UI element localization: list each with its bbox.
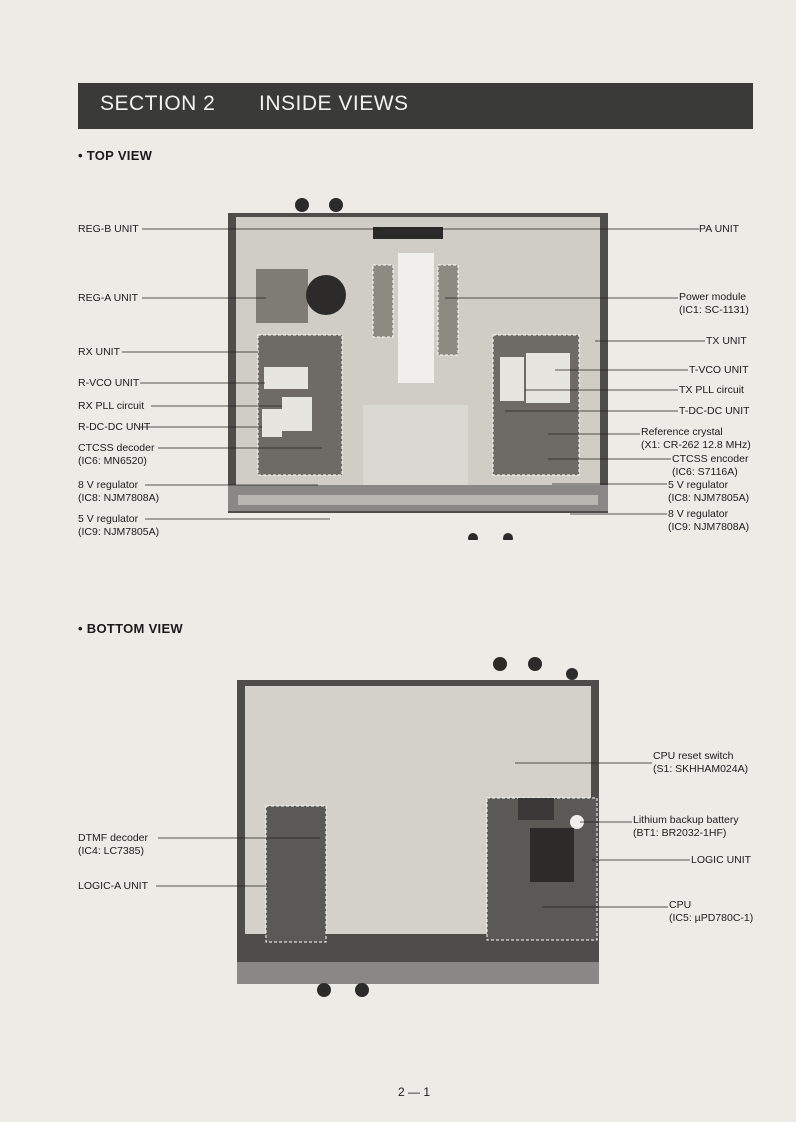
label-t-vco-unit: T-VCO UNIT <box>689 364 749 376</box>
label-line: (IC5: µPD780C-1) <box>669 912 754 924</box>
label-5v-regulator-right <box>668 479 749 505</box>
label-t-dc-dc-unit: T-DC-DC UNIT <box>679 405 750 417</box>
label-tx-unit: TX UNIT <box>706 335 747 347</box>
section-number: SECTION 2 <box>100 92 216 115</box>
label-reg-b-unit: REG-B UNIT <box>78 223 139 235</box>
label-line: (X1: CR-262 12.8 MHz) <box>641 439 751 451</box>
label-r-dc-dc-unit: R-DC-DC UNIT <box>78 421 151 433</box>
label-line: DTMF decoder <box>78 832 149 844</box>
label-line: 8 V regulator <box>668 508 729 520</box>
label-line: (IC9: NJM7805A) <box>78 526 160 538</box>
label-line: (BT1: BR2032-1HF) <box>633 827 727 839</box>
label-lithium-backup-battery <box>633 814 739 840</box>
label-5v-regulator-left <box>78 513 159 539</box>
label-line: Power module <box>679 291 747 303</box>
label-tx-pll-circuit: TX PLL circuit <box>679 384 744 396</box>
label-r-vco-unit: R-VCO UNIT <box>78 377 140 389</box>
section-title: INSIDE VIEWS <box>259 92 409 115</box>
label-line: 8 V regulator <box>78 479 139 491</box>
label-line: (S1: SKHHAM024A) <box>653 763 749 775</box>
label-cpu-reset-switch <box>653 750 748 776</box>
page-number: 2 — 1 <box>398 1085 431 1099</box>
top-view-heading: • TOP VIEW <box>78 148 153 163</box>
label-line: (IC8: NJM7808A) <box>78 492 160 504</box>
label-ctcss-decoder <box>78 442 154 468</box>
bottom-view-heading: • BOTTOM VIEW <box>78 621 183 636</box>
label-line: Lithium backup battery <box>633 814 739 826</box>
label-cpu <box>669 899 753 925</box>
label-line: (IC6: S7116A) <box>672 466 738 478</box>
label-rx-unit: RX UNIT <box>78 346 120 358</box>
label-line: (IC6: MN6520) <box>78 455 147 467</box>
label-8v-regulator-right <box>668 508 749 534</box>
label-line: CPU <box>669 899 692 911</box>
label-dtmf-decoder <box>78 832 148 858</box>
label-line: 5 V regulator <box>78 513 139 525</box>
label-pa-unit: PA UNIT <box>699 223 740 235</box>
label-line: CPU reset switch <box>653 750 734 762</box>
label-line: Reference crystal <box>641 426 723 438</box>
label-line: CTCSS encoder <box>672 453 749 465</box>
label-ctcss-encoder <box>672 453 748 479</box>
label-line: 5 V regulator <box>668 479 729 491</box>
label-line: (IC9: NJM7808A) <box>668 521 750 533</box>
label-logic-unit: LOGIC UNIT <box>691 854 752 866</box>
label-rx-pll-circuit: RX PLL circuit <box>78 400 145 412</box>
label-line: (IC1: SC-1131) <box>679 304 749 316</box>
label-8v-regulator-left <box>78 479 159 505</box>
label-line: CTCSS decoder <box>78 442 155 454</box>
label-reg-a-unit: REG-A UNIT <box>78 292 139 304</box>
label-power-module <box>679 291 749 317</box>
label-reference-crystal <box>641 426 751 452</box>
label-line: (IC8: NJM7805A) <box>668 492 750 504</box>
label-logic-a-unit: LOGIC-A UNIT <box>78 880 149 892</box>
label-line: (IC4: LC7385) <box>78 845 144 857</box>
